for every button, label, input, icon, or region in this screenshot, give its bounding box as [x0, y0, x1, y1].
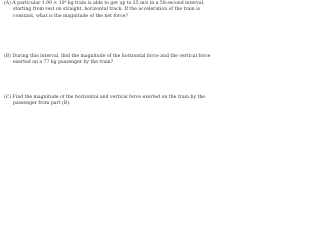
question-b-line-2: exerted on a 77 kg passenger by the train? [13, 60, 114, 66]
question-a-line-1: (A) A particular 1.99 × 10⁶ kg train is able to get up to 25 m/s in a 58-second interval, [4, 1, 205, 6]
question-b-line-1: (B) During this interval, find the magnitude of the horizontal force and the vertical force [4, 54, 211, 59]
question-c-line-2: passenger from part (B). [13, 101, 71, 107]
question-c-line-1: (C) Find the magnitude of the horizontal and vertical force exerted on the train by the [4, 95, 206, 100]
problem-sheet [0, 0, 211, 141]
question-a-line-3: constant, what is the magnitude of the net force? [13, 13, 128, 19]
question-c [4, 95, 206, 108]
question-b [4, 54, 211, 67]
question-a-line-2: starting from rest on straight, horizontal track. If the acceleration of the train is [13, 7, 201, 13]
question-a [4, 1, 205, 20]
